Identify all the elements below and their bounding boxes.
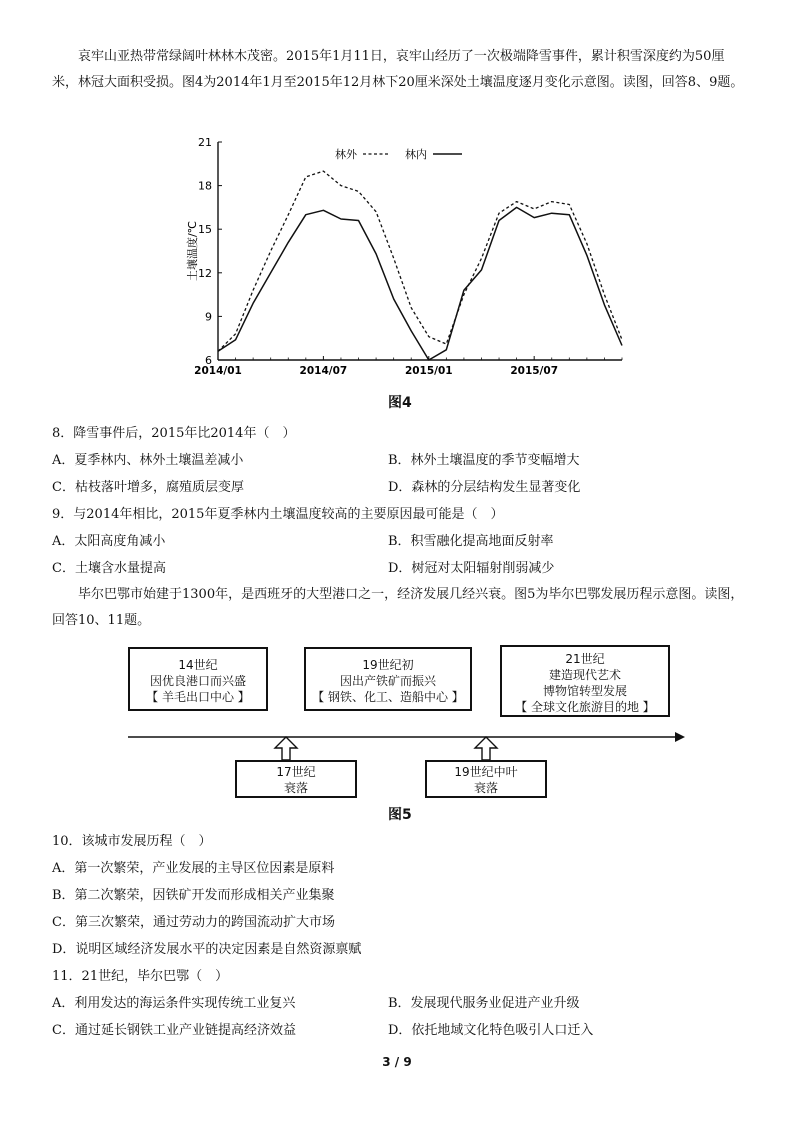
intro-paragraph-1: 哀牢山亚热带常绿阔叶林林木茂密。2015年1月11日，哀牢山经历了一次极端降雪事件，累计积雪深度约为50厘米，林冠大面积受损。图4为2014年1月至2015年12月林下20厘米深处土壤温度逐月变化示意图。读图，回答8、9题。 bbox=[52, 49, 744, 90]
question-11-option-d[interactable]: D．依托地域文化特色吸引人口迁入 bbox=[388, 1023, 594, 1038]
y-tick-label: 12 bbox=[198, 266, 212, 280]
timeline-box-19th-century-mid bbox=[425, 760, 547, 798]
y-tick-label: 15 bbox=[198, 223, 212, 237]
question-8-option-c[interactable]: C．枯枝落叶增多，腐殖质层变厚 bbox=[52, 480, 244, 495]
intro-paragraph-2: 毕尔巴鄂市始建于1300年，是西班牙的大型港口之一，经济发展几经兴衰。图5为毕尔巴鄂发展历程示意图。读图，回答10、11题。 bbox=[52, 587, 744, 628]
y-tick-label: 18 bbox=[198, 179, 212, 193]
question-11-option-b[interactable]: B．发展现代服务业促进产业升级 bbox=[388, 996, 580, 1011]
x-tick-label: 2015/07 bbox=[510, 365, 559, 377]
page-number: 3 / 9 bbox=[382, 1055, 412, 1069]
question-10-option-a[interactable]: A．第一次繁荣，产业发展的主导区位因素是原料 bbox=[52, 861, 335, 876]
series-line-inside bbox=[218, 207, 622, 360]
question-8-option-d[interactable]: D．森林的分层结构发生显著变化 bbox=[388, 480, 581, 495]
series-line-outside bbox=[218, 171, 622, 351]
question-9-option-c[interactable]: C．土壤含水量提高 bbox=[52, 561, 166, 576]
box-14th-line2: 因优良港口而兴盛 bbox=[149, 674, 246, 688]
box-17th-title: 17世纪 bbox=[276, 765, 316, 779]
timeline-box-19th-century-early bbox=[304, 647, 472, 711]
question-10-option-c[interactable]: C．第三次繁荣，通过劳动力的跨国流动扩大市场 bbox=[52, 915, 335, 930]
box-21st-line2: 建造现代艺术 bbox=[548, 668, 621, 682]
question-11-option-a[interactable]: A．利用发达的海运条件实现传统工业复兴 bbox=[52, 996, 296, 1011]
x-tick-label: 2014/07 bbox=[299, 365, 348, 377]
up-arrow-17th-century bbox=[275, 737, 297, 760]
question-9-stem: 9．与2014年相比，2015年夏季林内土壤温度较高的主要原因最可能是（ ） bbox=[52, 507, 504, 522]
legend-outside-label: 林外 bbox=[335, 148, 357, 161]
figure-4-caption: 图4 bbox=[388, 395, 412, 411]
timeline-box-17th-century bbox=[235, 760, 357, 798]
box-21st-line4: 【 全球文化旅游目的地 】 bbox=[515, 700, 655, 714]
box-19th-title: 19世纪初 bbox=[362, 658, 414, 672]
question-11-option-c[interactable]: C．通过延长钢铁工业产业链提高经济效益 bbox=[52, 1023, 296, 1038]
figure-5-caption: 图5 bbox=[388, 807, 412, 823]
box-19th-mid-title: 19世纪中叶 bbox=[454, 765, 518, 779]
question-11-stem: 11．21世纪，毕尔巴鄂（ ） bbox=[52, 969, 229, 984]
question-9-option-d[interactable]: D．树冠对太阳辐射削弱减少 bbox=[388, 561, 555, 576]
timeline-arrowhead bbox=[675, 732, 685, 742]
y-tick-label: 21 bbox=[198, 136, 212, 149]
soil-temperature-chart bbox=[180, 132, 640, 382]
question-10-stem: 10．该城市发展历程（ ） bbox=[52, 834, 212, 849]
box-17th-line2: 衰落 bbox=[283, 781, 308, 795]
question-9-option-b[interactable]: B．积雪融化提高地面反射率 bbox=[388, 534, 554, 549]
box-14th-title: 14世纪 bbox=[178, 658, 218, 672]
timeline-box-21st-century bbox=[500, 645, 670, 717]
question-8-option-b[interactable]: B．林外土壤温度的季节变幅增大 bbox=[388, 453, 580, 468]
box-19th-line2: 因出产铁矿而振兴 bbox=[339, 674, 436, 688]
y-tick-label: 6 bbox=[205, 354, 212, 367]
question-8-option-a[interactable]: A．夏季林内、林外土壤温差减小 bbox=[52, 453, 244, 468]
timeline-box-14th-century bbox=[128, 647, 268, 711]
question-10-option-b[interactable]: B．第二次繁荣，因铁矿开发而形成相关产业集聚 bbox=[52, 888, 335, 903]
y-tick-label: 9 bbox=[205, 310, 212, 324]
box-21st-line3: 博物馆转型发展 bbox=[542, 684, 627, 698]
x-tick-label: 2014/01 bbox=[194, 365, 242, 377]
box-19th-mid-line2: 衰落 bbox=[473, 781, 498, 795]
question-9-option-a[interactable]: A．太阳高度角减小 bbox=[52, 534, 166, 549]
up-arrow-19th-century-mid bbox=[475, 737, 497, 760]
legend-inside-label: 林内 bbox=[405, 148, 427, 161]
box-19th-line3: 【 钢铁、化工、造船中心 】 bbox=[312, 690, 464, 704]
x-tick-label: 2015/01 bbox=[404, 365, 453, 377]
box-21st-title: 21世纪 bbox=[565, 652, 605, 666]
question-8-stem: 8．降雪事件后，2015年比2014年（ ） bbox=[52, 426, 296, 441]
box-14th-line3: 【 羊毛出口中心 】 bbox=[146, 690, 250, 704]
y-axis-label: 土壤温度/℃ bbox=[186, 220, 199, 282]
question-10-option-d[interactable]: D．说明区域经济发展水平的决定因素是自然资源禀赋 bbox=[52, 942, 362, 957]
